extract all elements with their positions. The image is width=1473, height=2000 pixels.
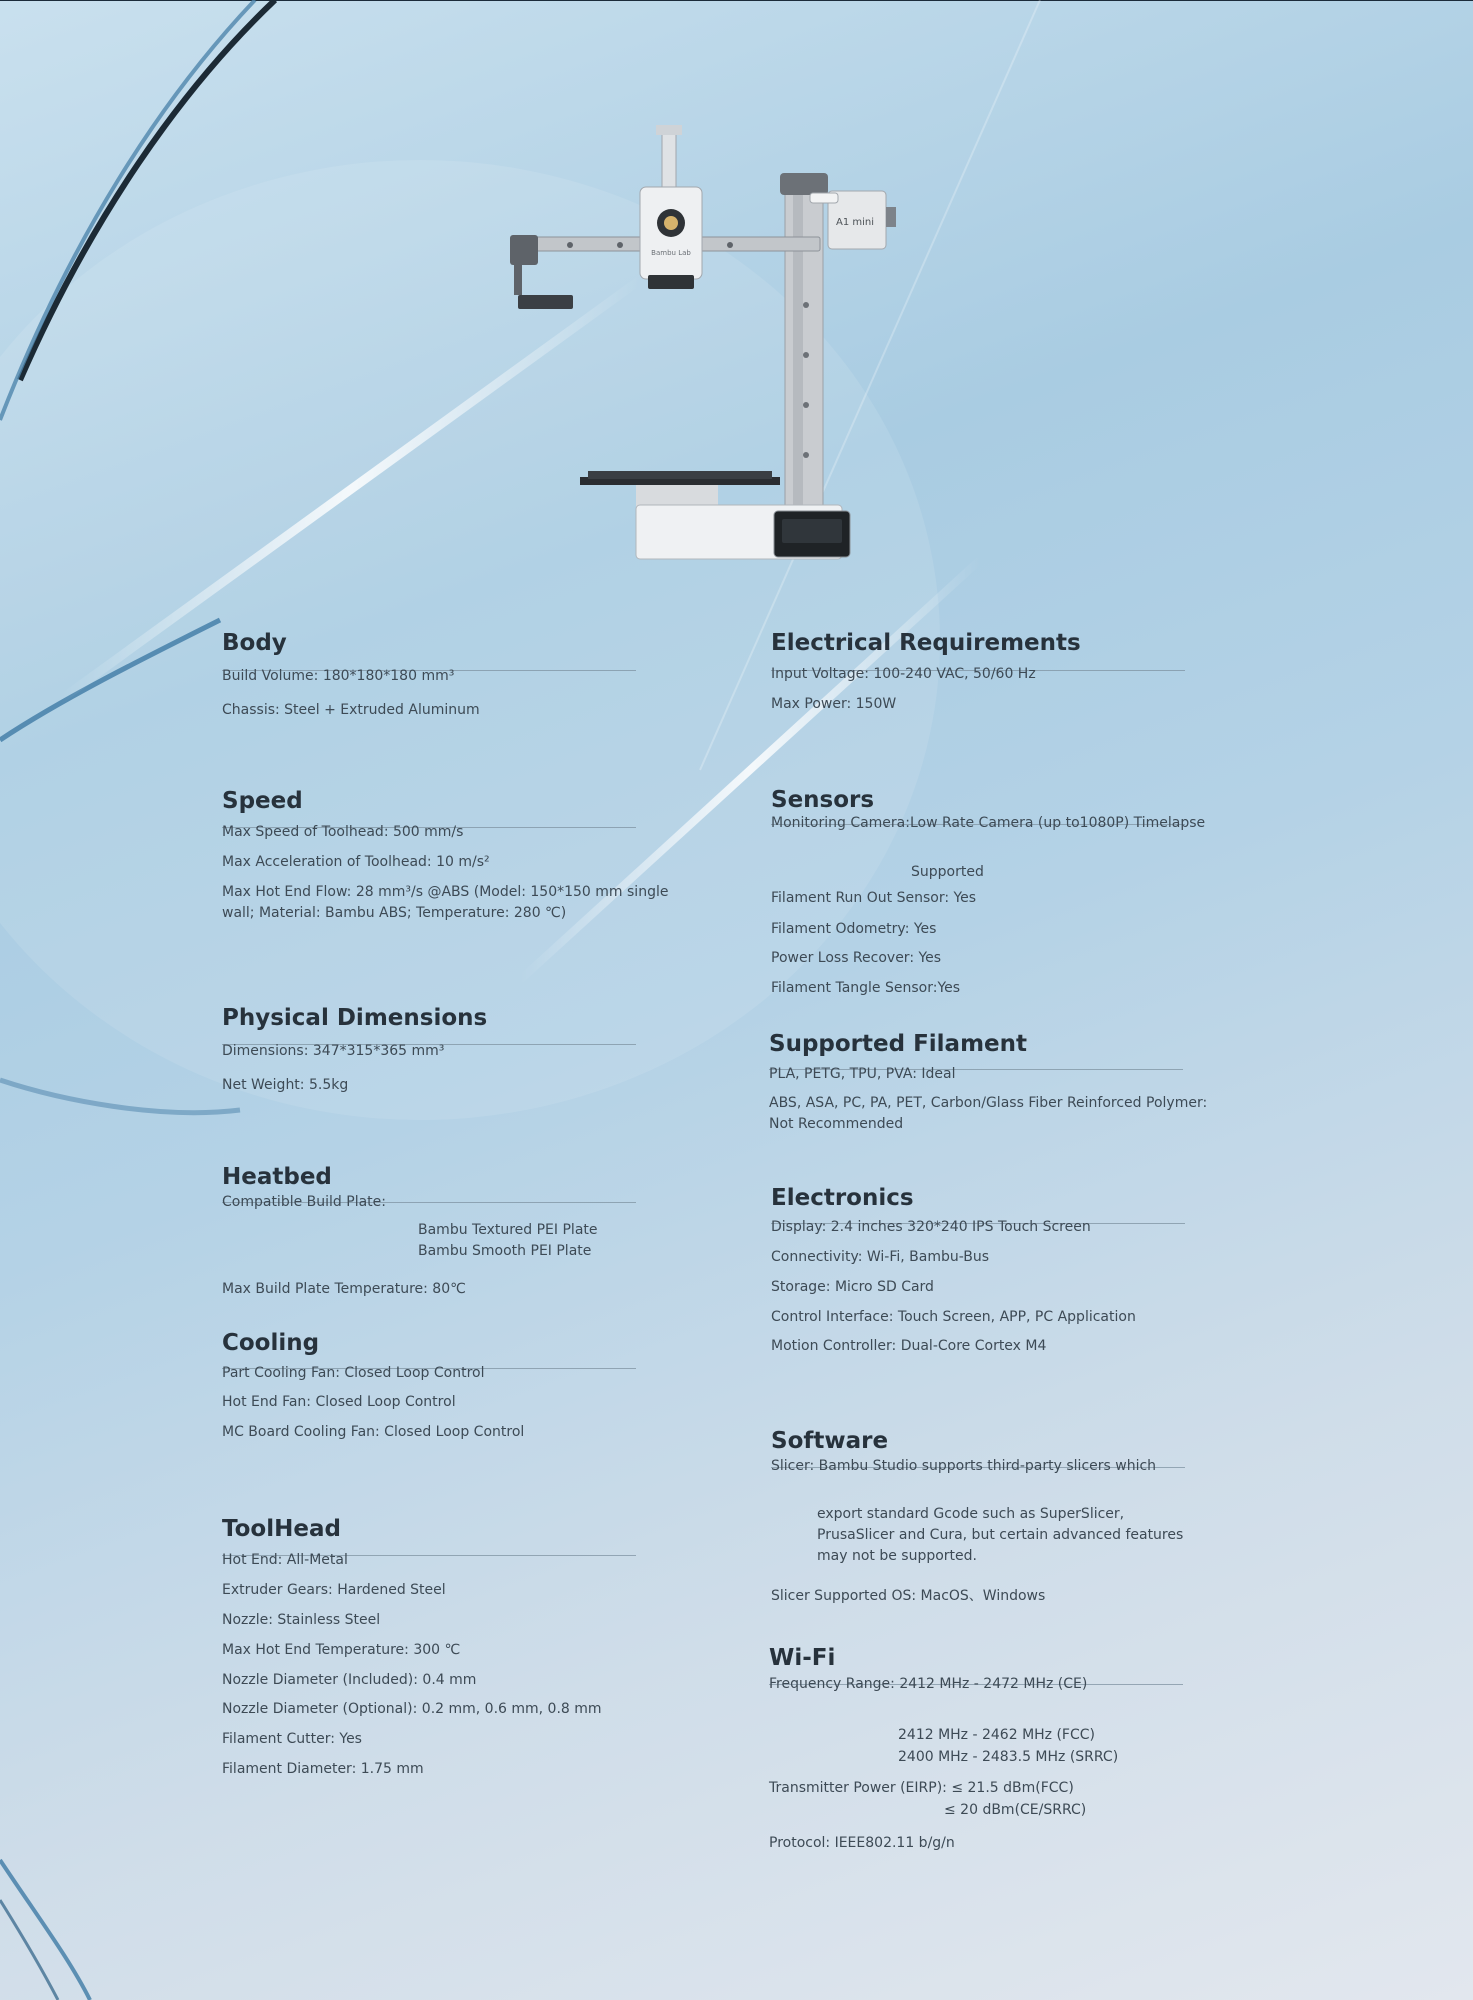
spec-line: MC Board Cooling Fan: Closed Loop Control bbox=[222, 1424, 525, 1440]
section-title: Supported Filament bbox=[769, 1031, 1028, 1057]
spec-line: Protocol: IEEE802.11 b/g/n bbox=[769, 1835, 955, 1851]
spec-line: Input Voltage: 100-240 VAC, 50/60 Hz bbox=[771, 666, 1036, 682]
spec-line: Dimensions: 347*315*365 mm³ bbox=[222, 1043, 445, 1059]
spec-line: Nozzle Diameter (Optional): 0.2 mm, 0.6 mm, 0.8 mm bbox=[222, 1701, 602, 1717]
section-title: Speed bbox=[222, 788, 303, 814]
spec-line: Nozzle Diameter (Included): 0.4 mm bbox=[222, 1672, 477, 1688]
section-title: Body bbox=[222, 630, 287, 656]
spec-line: 2400 MHz - 2483.5 MHz (SRRC) bbox=[898, 1749, 1119, 1765]
spec-line: Transmitter Power (EIRP): ≤ 21.5 dBm(FCC) bbox=[769, 1780, 1074, 1796]
spec-line: Bambu Smooth PEI Plate bbox=[418, 1243, 592, 1259]
section-title: Heatbed bbox=[222, 1164, 332, 1190]
spec-line: Slicer Supported OS: MacOS、Windows bbox=[771, 1588, 1046, 1604]
section-title: Electrical Requirements bbox=[771, 630, 1081, 656]
brand-label: Bambu Lab bbox=[651, 249, 691, 257]
spec-line: Slicer: Bambu Studio supports third-party slicers which bbox=[771, 1458, 1157, 1474]
spec-line: Max Build Plate Temperature: 80℃ bbox=[222, 1281, 466, 1297]
spec-line: Control Interface: Touch Screen, APP, PC Application bbox=[771, 1309, 1136, 1325]
spec-line: Compatible Build Plate: bbox=[222, 1194, 386, 1210]
section-title: Wi-Fi bbox=[769, 1645, 836, 1671]
section-title: Cooling bbox=[222, 1330, 320, 1356]
spec-line: ≤ 20 dBm(CE/SRRC) bbox=[944, 1802, 1087, 1818]
spec-line: Max Acceleration of Toolhead: 10 m/s² bbox=[222, 854, 490, 870]
spec-line: Filament Cutter: Yes bbox=[222, 1731, 362, 1747]
spec-line: Connectivity: Wi-Fi, Bambu-Bus bbox=[771, 1249, 990, 1265]
spec-line: Monitoring Camera:Low Rate Camera (up to1080P) Timelapse bbox=[771, 815, 1206, 831]
spec-line: Max Speed of Toolhead: 500 mm/s bbox=[222, 824, 464, 840]
spec-line: Nozzle: Stainless Steel bbox=[222, 1612, 381, 1628]
spec-line: Max Hot End Temperature: 300 ℃ bbox=[222, 1642, 461, 1658]
section-title: ToolHead bbox=[222, 1516, 341, 1542]
model-label: A1 mini bbox=[835, 217, 875, 228]
spec-line: Hot End Fan: Closed Loop Control bbox=[222, 1394, 456, 1410]
spec-line: Storage: Micro SD Card bbox=[771, 1279, 934, 1295]
spec-line: Filament Odometry: Yes bbox=[771, 921, 937, 937]
spec-line: Build Volume: 180*180*180 mm³ bbox=[222, 668, 455, 684]
spec-line: Filament Run Out Sensor: Yes bbox=[771, 890, 977, 906]
spec-line: export standard Gcode such as SuperSlicer, PrusaSlicer and Cura, but certain advanced features may not be supported. bbox=[817, 1506, 1184, 1564]
section-title: Electronics bbox=[771, 1185, 914, 1211]
spec-line: Display: 2.4 inches 320*240 IPS Touch Screen bbox=[771, 1219, 1091, 1235]
spec-line: Hot End: All-Metal bbox=[222, 1552, 348, 1568]
spec-line: 2412 MHz - 2462 MHz (FCC) bbox=[898, 1727, 1095, 1743]
section-title: Software bbox=[771, 1428, 889, 1454]
spec-line: Filament Diameter: 1.75 mm bbox=[222, 1761, 424, 1777]
spec-line: Extruder Gears: Hardened Steel bbox=[222, 1582, 446, 1598]
spec-line: Power Loss Recover: Yes bbox=[771, 950, 942, 966]
section-title: Physical Dimensions bbox=[222, 1005, 488, 1031]
spec-line: Max Hot End Flow: 28 mm³/s @ABS (Model: 150*150 mm single wall; Material: Bambu ABS; Temperature: 280 ℃) bbox=[222, 884, 669, 921]
spec-line: Chassis: Steel + Extruded Aluminum bbox=[222, 702, 480, 718]
section-title: Sensors bbox=[771, 787, 875, 813]
printer-illustration bbox=[510, 125, 920, 575]
spec-line: Motion Controller: Dual-Core Cortex M4 bbox=[771, 1338, 1047, 1354]
spec-line: Bambu Textured PEI Plate bbox=[418, 1222, 598, 1238]
spec-line: Frequency Range: 2412 MHz - 2472 MHz (CE) bbox=[769, 1676, 1088, 1692]
spec-line: Net Weight: 5.5kg bbox=[222, 1077, 349, 1093]
spec-line: PLA, PETG, TPU, PVA: Ideal bbox=[769, 1066, 956, 1082]
spec-line: Supported bbox=[911, 864, 984, 880]
spec-line: Filament Tangle Sensor:Yes bbox=[771, 980, 961, 996]
spec-line: Part Cooling Fan: Closed Loop Control bbox=[222, 1365, 485, 1381]
spec-line: ABS, ASA, PC, PA, PET, Carbon/Glass Fiber Reinforced Polymer: Not Recommended bbox=[769, 1095, 1208, 1132]
spec-line: Max Power: 150W bbox=[771, 696, 897, 712]
